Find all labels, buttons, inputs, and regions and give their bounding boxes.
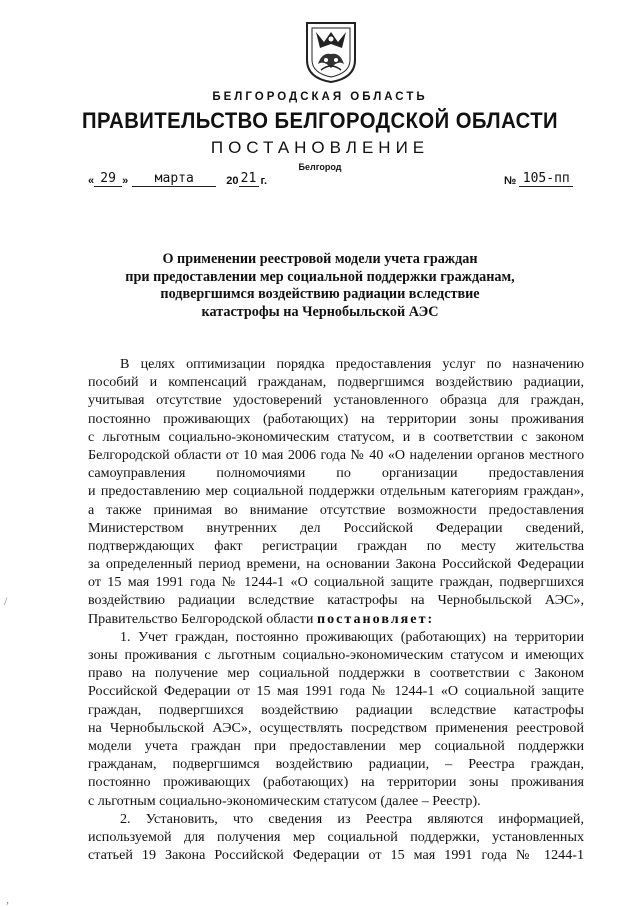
body-line: учитывая отсутствие удостоверений установленного образца для граждан, [88, 392, 584, 409]
body-line: В целях оптимизации порядка предоставления услуг по назначению [120, 356, 584, 372]
body-line: 2. Установить, что сведения из Реестра являются информацией, [120, 810, 584, 827]
margin-scan-mark: , [6, 892, 9, 906]
body-line: Российской Федерации от 15 мая 1991 года № 1244-1 «О социальной защите [88, 683, 584, 700]
body-line: пособий и компенсаций гражданам, подвергшимся воздействию радиации, [88, 374, 584, 391]
title-line: катастрофы на Чернобыльской АЭС [201, 303, 439, 320]
decree-body [88, 355, 584, 864]
body-line: самоуправления полномочиями по организации предоставления [88, 465, 584, 482]
body-line: гражданам, подвергшимся воздействию радиации, – Реестра граждан, [88, 756, 584, 773]
document-type: ПОСТАНОВЛЕНИЕ [210, 138, 430, 157]
body-line: на Чернобыльской АЭС», осуществлять посредством применения реестровой [88, 719, 584, 736]
region-name: БЕЛГОРОДСКАЯ ОБЛАСТЬ [212, 91, 428, 103]
date-day: 29 [94, 172, 122, 187]
body-line: Министерством внутренних дел Российской Федерации сведений, [88, 519, 584, 536]
body-line: постоянно проживающих (работающих) на территории зоны проживания [88, 774, 584, 791]
resolve-word: постановляет: [316, 610, 435, 627]
date-year-abbr: г. [260, 175, 268, 187]
body-line: граждан, подвергшихся воздействию радиации вследствие катастрофы [88, 701, 584, 718]
city-name: Белгород [298, 162, 342, 172]
body-line: с льготным социально-экономическим статусом, и в соответствии с законом [88, 428, 584, 445]
number-value: 105-пп [519, 172, 573, 187]
body-line: зоны проживания с льготным социально-экономическим статусом и имеющих [88, 647, 584, 663]
title-line: при предоставлении мер социальной поддержки гражданам, [125, 268, 515, 285]
body-line: Правительство Белгородской области [88, 610, 314, 627]
body-line: а также принимая во внимание отсутствие возможности предоставления [88, 501, 584, 518]
body-line: от 15 мая 1991 года № 1244-1 «О социальной защите граждан, подвергшихся [88, 574, 584, 591]
body-line: Белгородской области от 10 мая 2006 года № 40 «О наделении органов местного [88, 446, 584, 463]
body-line: воздействию радиации вследствие катастрофы на Чернобыльской АЭС», [88, 592, 584, 609]
body-line: статьей 19 Закона Российской Федерации от 15 мая 1991 года № 1244-1 [88, 847, 584, 864]
body-line-resolve [88, 610, 584, 628]
body-line: с льготным социально-экономическим статусом (далее – Реестр). [88, 792, 481, 809]
date-year-prefix: 20 [226, 175, 239, 187]
decree-number [504, 172, 573, 187]
body-line: и предоставлению мер социальной поддержки отдельным категориям граждан», [88, 483, 584, 500]
body-line: используемой для получения мер социальной поддержки, установленных [88, 828, 584, 845]
date-close-quote: » [122, 175, 129, 187]
margin-scan-mark: / [4, 594, 8, 608]
body-line: за определенный период времени, на основании Закона Российской Федерации [88, 556, 584, 573]
date-month: марта [132, 172, 216, 187]
body-line: модели учета граждан при предоставлении мер социальной поддержки [88, 737, 584, 754]
body-line: 1. Учет граждан, постоянно проживающих (работающих) на территории [120, 628, 584, 645]
belgorod-coat-of-arms-icon [304, 20, 358, 84]
title-line: О применении реестровой модели учета граждан [162, 251, 478, 267]
number-label: № [504, 175, 517, 187]
decree-date [88, 172, 267, 187]
date-open-quote: « [88, 175, 95, 187]
body-line: подтверждающих факт регистрации граждан по месту жительства [88, 537, 584, 554]
title-line: подвергшимся воздействию радиации вследствие [160, 286, 480, 302]
government-name: ПРАВИТЕЛЬСТВО БЕЛГОРОДСКОЙ ОБЛАСТИ [81, 108, 559, 133]
decree-title [60, 251, 580, 321]
body-line: постоянно проживающих (работающих) на территории зоны проживания [88, 410, 584, 427]
date-year-suffix: 21 [239, 172, 259, 187]
body-line: право на получение мер социальной поддержки в соответствии с Законом [88, 665, 584, 682]
